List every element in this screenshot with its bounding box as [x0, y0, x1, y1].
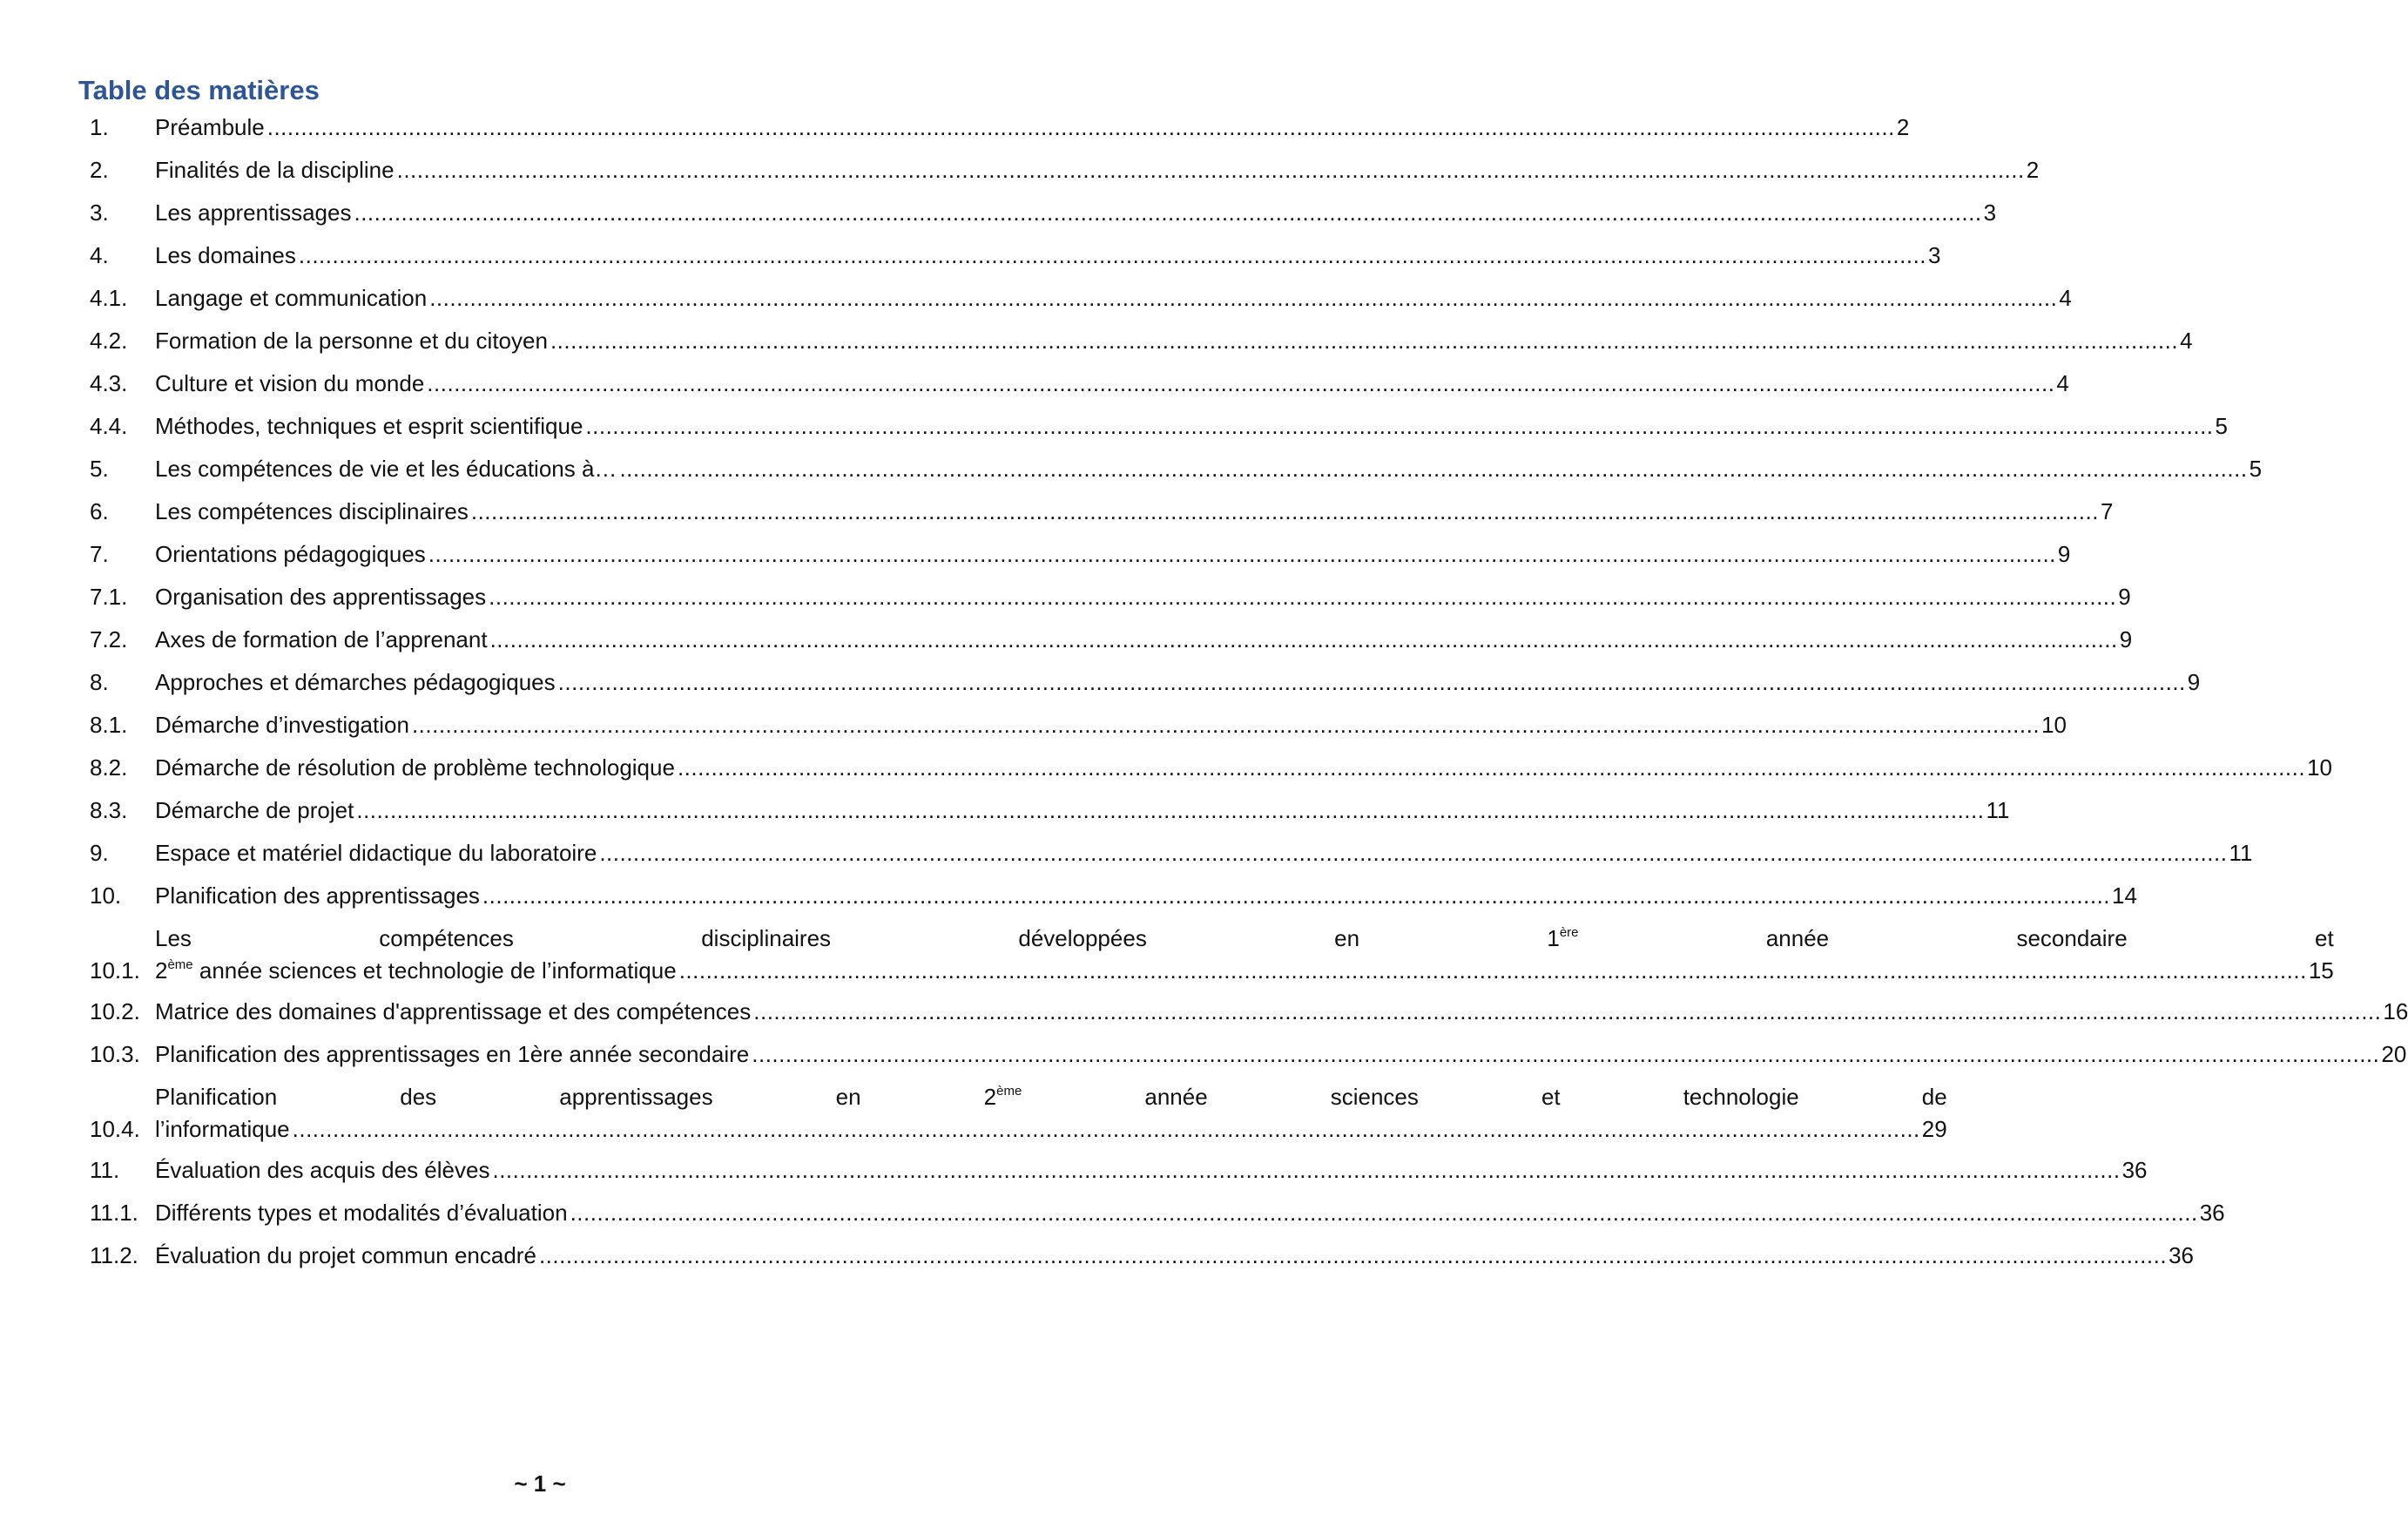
entry-title: Les domaines: [155, 242, 296, 268]
toc-entry[interactable]: [90, 410, 2228, 443]
word: des: [400, 1084, 437, 1110]
entry-title-line: [155, 1081, 1947, 1113]
toc-entry[interactable]: [90, 282, 2072, 314]
entry-number: 11.: [90, 1157, 120, 1183]
page-number-footer: ~ 1 ~: [514, 1471, 566, 1497]
dot-leader: [412, 709, 2040, 741]
toc-entry[interactable]: [90, 624, 2133, 656]
dot-leader: [482, 880, 2110, 912]
toc-entry[interactable]: [90, 581, 2131, 613]
dot-leader: [492, 1154, 2120, 1187]
entry-title: Évaluation du projet commun encadré: [155, 1242, 536, 1268]
entry-title: Approches et démarches pédagogiques: [155, 669, 556, 695]
toc-entry[interactable]: [90, 794, 2010, 827]
word: Les: [155, 925, 192, 951]
toc-entry[interactable]: [90, 1154, 2148, 1187]
entry-title: Les apprentissages: [155, 199, 352, 226]
word: et: [2314, 925, 2334, 951]
toc-list: [90, 112, 2408, 1282]
entry-number: 8.3.: [90, 797, 128, 823]
entry-number: 8.2.: [90, 754, 128, 781]
toc-entry[interactable]: [90, 240, 1941, 272]
superscript: ère: [1559, 925, 1579, 940]
word: année: [1144, 1084, 1208, 1110]
word: de: [1921, 1084, 1947, 1110]
dot-leader: [299, 240, 1926, 272]
toc-entry[interactable]: [90, 325, 2193, 357]
entry-title: Axes de formation de l’apprenant: [155, 626, 488, 652]
entry-page: 20: [2381, 1041, 2407, 1067]
toc-entry[interactable]: [90, 496, 2114, 528]
word: en: [835, 1084, 861, 1110]
entry-page: 29: [1921, 1116, 1947, 1142]
entry-number: 9.: [90, 840, 109, 866]
entry-title-line: [155, 923, 2334, 955]
word: Planification: [155, 1084, 278, 1110]
word: sciences: [1330, 1084, 1419, 1110]
dot-leader: [678, 752, 2305, 784]
word: compétences: [379, 925, 514, 951]
dot-leader: [752, 1038, 2379, 1071]
word: apprentissages: [559, 1084, 713, 1110]
entry-title: Organisation des apprentissages: [155, 584, 487, 610]
entry-title: Finalités de la discipline: [155, 157, 395, 183]
entry-page: 9: [2119, 626, 2133, 652]
entry-title: Planification des apprentissages: [155, 882, 480, 909]
entry-number: 6.: [90, 498, 109, 524]
entry-page: 11: [1986, 797, 2010, 823]
entry-title: Formation de la personne et du citoyen: [155, 328, 548, 354]
entry-page: 9: [2057, 541, 2071, 567]
entry-title-continuation: 2ème année sciences et technologie de l’informatique: [155, 957, 677, 984]
entry-title: Les compétences de vie et les éducations à…: [155, 456, 617, 482]
toc-entry[interactable]: [90, 880, 2137, 912]
entry-page: 14: [2112, 882, 2137, 909]
toc-entry[interactable]: [90, 154, 2040, 186]
entry-title: Culture et vision du monde: [155, 370, 425, 396]
dot-leader: [539, 1240, 2167, 1272]
toc-entry[interactable]: [90, 1240, 2194, 1272]
toc-entry[interactable]: [90, 923, 2334, 987]
entry-number: 7.: [90, 541, 109, 567]
toc-entry[interactable]: [90, 752, 2332, 784]
toc-entry[interactable]: [90, 709, 2067, 741]
entry-title: Planification des apprentissages en 1ère année secondaire: [155, 1041, 750, 1067]
toc-entry[interactable]: [90, 1038, 2407, 1071]
entry-title-continuation: l’informatique: [155, 1116, 290, 1142]
toc-entry[interactable]: [90, 197, 1997, 229]
entry-title: Démarche de projet: [155, 797, 354, 823]
entry-page: 4: [2059, 285, 2072, 311]
entry-page: 3: [1983, 199, 1997, 226]
dot-leader: [429, 282, 2057, 314]
entry-number: 4.3.: [90, 370, 128, 396]
entry-number: 4.1.: [90, 285, 128, 311]
entry-page: 11: [2229, 840, 2253, 866]
dot-leader: [558, 666, 2186, 699]
word: et: [1541, 1084, 1561, 1110]
word: technologie: [1683, 1084, 1799, 1110]
entry-number: 5.: [90, 456, 109, 482]
entry-page: 36: [2169, 1242, 2194, 1268]
entry-page: 9: [2187, 669, 2201, 695]
entry-title: Méthodes, techniques et esprit scientifique: [155, 413, 583, 439]
toc-entry[interactable]: [90, 538, 2071, 571]
dot-leader: [427, 368, 2054, 400]
entry-title: Espace et matériel didactique du laboratoire: [155, 840, 597, 866]
word: secondaire: [2016, 925, 2128, 951]
entry-number: 4.: [90, 242, 109, 268]
toc-entry[interactable]: [90, 837, 2253, 869]
entry-number: 11.2.: [90, 1242, 138, 1268]
entry-page: 10: [2307, 754, 2332, 781]
entry-title: Évaluation des acquis des élèves: [155, 1157, 490, 1183]
toc-entry[interactable]: [90, 368, 2069, 400]
entry-number: 10.1.: [90, 957, 140, 984]
word: développées: [1018, 925, 1147, 951]
entry-title: Orientations pédagogiques: [155, 541, 426, 567]
entry-page: 3: [1928, 242, 1941, 268]
dot-leader: [489, 581, 2116, 613]
entry-number: 10.: [90, 882, 122, 909]
toc-title: Table des matières: [78, 75, 320, 105]
entry-page: 4: [2056, 370, 2069, 396]
word-with-superscript: 2ème: [983, 1084, 1022, 1110]
entry-number: 7.1.: [90, 584, 128, 610]
dot-leader: [753, 996, 2381, 1028]
dot-leader: [428, 538, 2056, 571]
dot-leader: [619, 453, 2247, 485]
entry-number: 2.: [90, 157, 109, 183]
entry-title: Matrice des domaines d'apprentissage et des compétences: [155, 998, 752, 1024]
entry-number: 10.4.: [90, 1116, 140, 1142]
word: année: [1765, 925, 1830, 951]
toc-entry[interactable]: [90, 453, 2263, 485]
entry-page: 10: [2041, 712, 2067, 738]
dot-leader: [267, 112, 1895, 144]
entry-number: 1.: [90, 114, 109, 140]
entry-page: 2: [2026, 157, 2040, 183]
entry-number: 8.1.: [90, 712, 128, 738]
dot-leader: [599, 837, 2227, 869]
entry-page: 15: [2308, 957, 2334, 984]
superscript: ème: [996, 1084, 1022, 1099]
entry-title: Les compétences disciplinaires: [155, 498, 469, 524]
entry-number: 8.: [90, 669, 109, 695]
toc-entry[interactable]: [90, 1081, 1947, 1146]
entry-page: 9: [2118, 584, 2131, 610]
word-with-superscript: 1ère: [1547, 925, 1579, 951]
dot-leader: [397, 154, 2025, 186]
entry-page: 7: [2100, 498, 2114, 524]
entry-title: Langage et communication: [155, 285, 428, 311]
dot-leader: [471, 496, 2099, 528]
entry-page: 4: [2180, 328, 2193, 354]
dot-leader: [356, 794, 1984, 827]
toc-entry[interactable]: [90, 996, 2408, 1028]
entry-title: Préambule: [155, 114, 265, 140]
entry-page: 36: [2121, 1157, 2148, 1183]
entry-title: Démarche d’investigation: [155, 712, 409, 738]
entry-title: Différents types et modalités d’évaluation: [155, 1200, 568, 1226]
dot-leader: [354, 197, 1981, 229]
entry-page: 2: [1896, 114, 1910, 140]
entry-page: 5: [2215, 413, 2228, 439]
dot-leader: [550, 325, 2178, 357]
entry-page: 16: [2383, 998, 2408, 1024]
toc-entry[interactable]: [90, 112, 1910, 144]
entry-number: 10.2.: [90, 998, 140, 1024]
entry-number: 3.: [90, 199, 109, 226]
dot-leader: [570, 1197, 2198, 1229]
word: disciplinaires: [701, 925, 832, 951]
word: en: [1334, 925, 1360, 951]
toc-entry[interactable]: [90, 1197, 2225, 1229]
dot-leader: [679, 955, 2307, 987]
entry-page: 5: [2249, 456, 2263, 482]
dot-leader: [585, 410, 2213, 443]
entry-number: 4.4.: [90, 413, 128, 439]
entry-number: 10.3.: [90, 1041, 140, 1067]
toc-entry[interactable]: [90, 666, 2201, 699]
entry-page: 36: [2199, 1200, 2225, 1226]
entry-number: 4.2.: [90, 328, 128, 354]
entry-number: 7.2.: [90, 626, 128, 652]
dot-leader: [293, 1113, 1920, 1146]
dot-leader: [490, 624, 2118, 656]
superscript: ème: [167, 957, 193, 972]
entry-number: 11.1.: [90, 1200, 138, 1226]
entry-title: Démarche de résolution de problème technologique: [155, 754, 675, 781]
